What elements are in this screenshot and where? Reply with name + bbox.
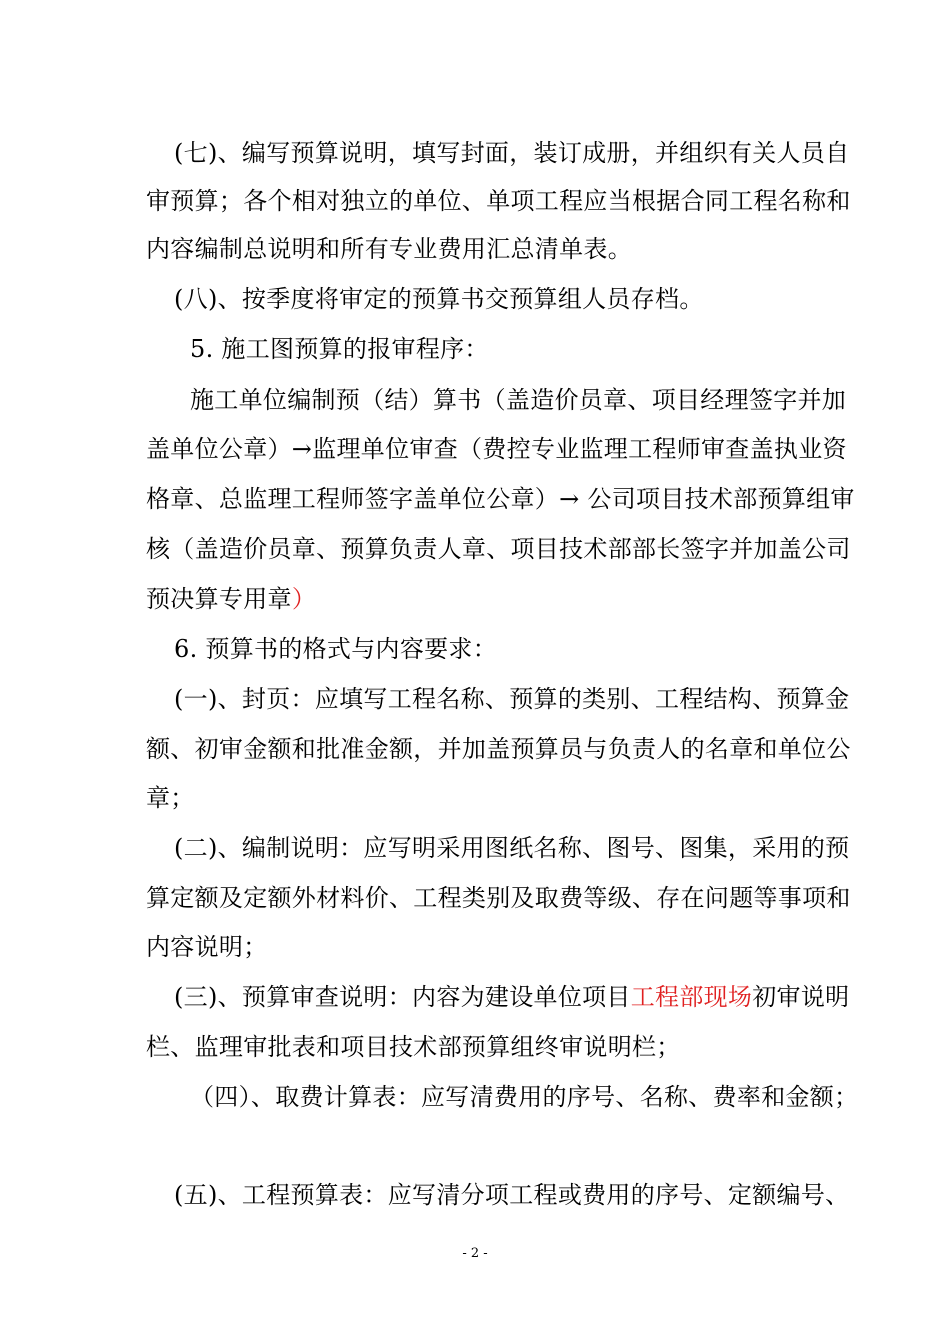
paragraph-line: 审预算；各个相对独立的单位、单项工程应当根据合同工程名称和 <box>146 187 851 215</box>
paragraph-line: (一)、封页：应填写工程名称、预算的类别、工程结构、预算金 <box>174 685 850 713</box>
highlighted-text: ） <box>291 585 317 613</box>
paragraph-line: 施工单位编制预（结）算书（盖造价员章、项目经理签字并加 <box>190 386 847 414</box>
section-heading: 5. 施工图预算的报审程序： <box>190 335 489 363</box>
paragraph-line <box>146 584 316 614</box>
paragraph-line: 算定额及定额外材料价、工程类别及取费等级、存在问题等事项和 <box>146 884 851 912</box>
paragraph-line: （四）、取费计算表：应写清费用的序号、名称、费率和金额； <box>190 1083 859 1111</box>
line-text: 预决算专用章 <box>146 585 292 613</box>
highlighted-text: 工程部现场 <box>630 983 753 1011</box>
line-text: (三)、预算审查说明：内容为建设单位项目 <box>174 983 631 1011</box>
paragraph-line: (五)、工程预算表：应写清分项工程或费用的序号、定额编号、 <box>174 1181 850 1209</box>
paragraph-line: 章； <box>146 784 195 812</box>
paragraph-line: (七)、编写预算说明，填写封面，装订成册，并组织有关人员自 <box>174 139 850 167</box>
paragraph-line: 盖单位公章）→监理单位审查（费控专业监理工程师审查盖执业资 <box>146 435 847 463</box>
paragraph-line: 格章、总监理工程师签字盖单位公章）→ 公司项目技术部预算组审 <box>146 485 855 513</box>
line-text: 初审说明 <box>752 983 850 1011</box>
paragraph-line: 内容说明； <box>146 933 268 961</box>
paragraph-line: 内容编制总说明和所有专业费用汇总清单表。 <box>146 235 632 263</box>
page-number: - 2 - <box>462 1246 488 1261</box>
paragraph-line <box>174 982 849 1012</box>
paragraph-line: 核（盖造价员章、预算负责人章、项目技术部部长签字并加盖公司 <box>146 535 851 563</box>
paragraph-line: 栏、监理审批表和项目技术部预算组终审说明栏； <box>146 1033 681 1061</box>
paragraph-line: (八)、按季度将审定的预算书交预算组人员存档。 <box>174 285 704 313</box>
section-heading: 6. 预算书的格式与内容要求： <box>174 635 498 663</box>
paragraph-line: 额、初审金额和批准金额，并加盖预算员与负责人的名章和单位公 <box>146 735 851 763</box>
paragraph-line: (二)、编制说明：应写明采用图纸名称、图号、图集，采用的预 <box>174 834 850 862</box>
